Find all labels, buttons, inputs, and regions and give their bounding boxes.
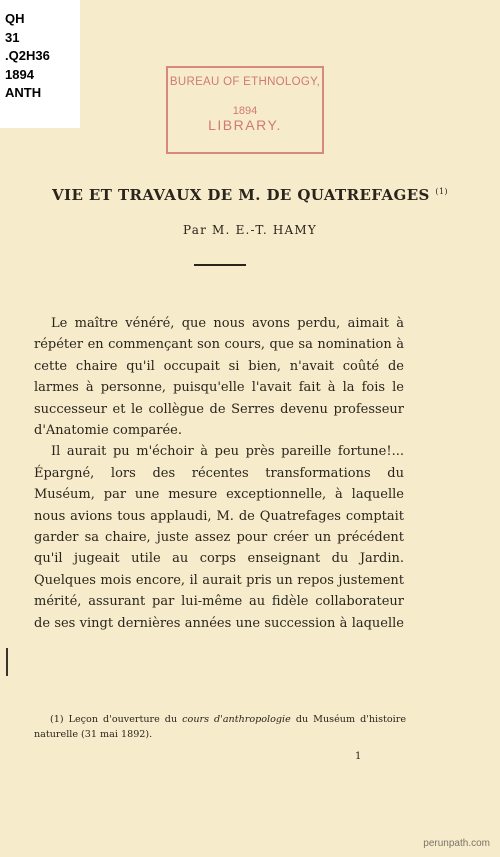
call-number-label [0, 0, 80, 128]
paragraph: Il aurait pu m'échoir à peu près pareille fortune!... Épargné, lors des récentes transformations du Muséum, par une mesure exceptionnelle, à laquelle nous avions tous applaudi, M. de Quatrefages comptait garder sa chaire, juste assez pour créer un précédent qu'il jugeait utile au corps enseignant du Jardin. Quelques mois encore, il aurait pris un repos justement mérité, assurant par lui-même au fidèle collaborateur de ses vingt dernières années une succession à laquelle [34, 444, 404, 631]
title-footnote-marker: (1) [435, 187, 448, 196]
article-title [30, 186, 470, 204]
stamp-institution: BUREAU OF ETHNOLOGY, [169, 76, 321, 88]
call-number-line: 31 [5, 29, 20, 45]
stamp-library: LIBRARY. [208, 117, 282, 133]
author-line: Par M. E.-T. HAMY [183, 223, 317, 237]
call-number-line: ANTH [5, 85, 42, 100]
page-number: 1 [355, 751, 362, 762]
watermark: perunpath.com [423, 838, 490, 849]
footnote-italic: cours d'anthropologie [182, 714, 291, 725]
title-divider [194, 264, 246, 266]
footnote-text: du Muséum d'histoire naturelle (31 mai 1892). [34, 714, 407, 740]
margin-pencil-mark [6, 648, 8, 676]
paragraph: Le maître vénéré, que nous avons perdu, aimait à répéter en commençant son cours, que sa nomination à cette chaire qu'il occupait si bien, n'avait coûté de larmes à personne, puisqu'elle l'avait fait à la fois le successeur et le collègue de Serres devenu professeur d'Anatomie comparée. [34, 316, 404, 439]
call-number-line: .Q2H36 [5, 48, 50, 63]
stamp-year: 1894 [232, 105, 258, 117]
library-stamp [166, 66, 324, 154]
article-title-text: VIE ET TRAVAUX DE M. DE QUATREFAGES [52, 186, 430, 204]
body-text [34, 313, 404, 634]
footnote [34, 712, 406, 742]
call-number-line: 1894 [5, 66, 34, 82]
footnote-text: (1) Leçon d'ouverture du [50, 714, 183, 725]
call-number-line: QH [5, 11, 25, 26]
